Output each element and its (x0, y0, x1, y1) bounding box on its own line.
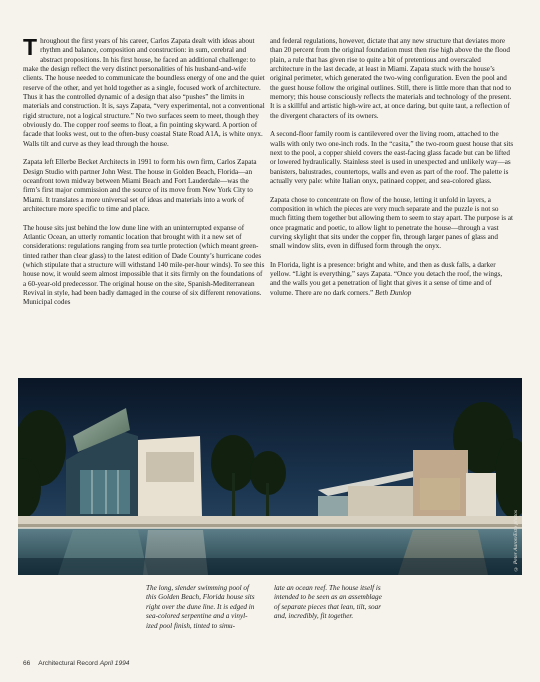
article-paragraph-final: In Florida, light is a presence: bright and white, and then as dusk falls, a darker yellow. “Light is everything,” says Zapata. “Once you detach the roof, the wings, and the walls you get a penetration of light that gives it a sense of time and of volume. There are no dark corners.” Beth Dunlop (270, 260, 503, 297)
article-paragraph: Zapata left Ellerbe Becket Architects in 1991 to form his own firm, Carlos Zapata Design Studio with partner John West. The house in Golden Beach, Florida—an oceanfront town midway between Miami Beach and Fort Lauderdale—was the firm’s first major commission and the source of its move from New York City to Miami. It translates a more universal set of ideas and materials into a work of architecture more specific to time and place. (23, 158, 257, 214)
publication-name: Architectural Record (38, 660, 98, 667)
page-footer (23, 660, 129, 667)
article-paragraph: The house sits just behind the low dune line with an uninterrupted expanse of Atlantic Ocean, an utterly romantic location that brought with it a new set of considerations: regulations ranging from sea turtle protection (which meant green-tinted rather than clear glass) to the latest edition of Dade County’s hurricane codes (which stipulate that a structure will withstand 140 mile-per-hour winds). To see this house now, it would seem almost impossible that it sits firmly on the foundations of a 60-year-old predecessor. The original house on the site, Spanish-Mediterranean Revival in style, had been badly damaged in the course of six different renovations. Municipal codes (23, 223, 265, 307)
article-paragraph: and federal regulations, however, dictate that any new structure that deviates more than 20 percent from the original foundation must then rise high above the the flood plain, a rule that has given rise to quite a bit of pretentious and overscaled architecture in the last decade, at least in Miami. Zapata stuck with the house’s original perimeter, which generated the two-wing configuration. Even the pool and the guest house follow the original outlines. Still, there is little more than that nod to memory; this house consciously reflects the materials and technology of the present. It is a skillful and artistic high-wire act, at once daring, but quite taut, a reflection of the divergent characters of its owners. (270, 37, 512, 120)
article-column-right (270, 37, 514, 307)
article-paragraph: Throughout the first years of his career, Carlos Zapata dealt with ideas about rhythm and balance, composition and construction: in sum, cerebral and abstract propositions. In his first house, he faced an additional challenge: to make the design reflect the very distinct personalities of his husband-and-wife clients. The house needed to communicate the boundless energy of one and the quiet reserve of the other, and yet hold together as a single, focused work of architecture. Thus it has the controlled dynamic of a design that also “pushes” the limits in materials and construction. It is, says Zapata, “very experimental, not a conventional rigid structure, not a logical structure.” No two surfaces seem to meet, though they obviously do. The copper roof seems to float, a fin pointing skyward. A portion of facade that looks west, out to the often-busy coastal State Road A1A, is white onyx. Walls tilt and curve as they lead through the house. (23, 34, 265, 148)
article-paragraph: Zapata chose to concentrate on flow of the house, letting it unfold in layers, a composition in which the pieces are very much separate and the puzzle is not so much fitting them together but allowing them to seem to stay apart. The purpose is at once pragmatic and poetic, to allow light to penetrate the house—through a vast curving skylight that sits under the copper fin, through larger panes of glass and small window slits, even in diffused form through the onyx. (270, 195, 513, 251)
drop-cap: T (23, 34, 38, 60)
house-photo-illustration (18, 378, 522, 575)
article-column-left (23, 34, 267, 317)
author-signature: Beth Dunlop (374, 288, 412, 297)
photo-credit: © Peter Aaron/Esto photos (513, 509, 519, 571)
photo-caption-part-1: The long, slender swimming pool of this Golden Beach, Florida house sits right over the dune line. It is edged in sea-colored serpentine and a vinyl-ized pool finish, tinted to simu- (146, 584, 255, 630)
photo-caption-part-2: late an ocean reef. The house itself is intended to be seen as an assemblage of separate pieces that lean, tilt, soar and, incredibly, fit together. (274, 584, 382, 621)
house-photo (18, 378, 522, 575)
article-paragraph: A second-floor family room is cantilevered over the living room, attached to the walls with only two one-inch rods. In the “casita,” the two-room guest house that sits next to the pool, a copper shield covers the east-facing glass facade but can be lifted or lowered hydraulically. Stainless steel is used in unexpected and unlikely way—as banisters, balustrades, countertops, walls and even as part of the roof. The palette is actually very pale: white Italian onyx, patinaed copper, and sea-colored glass. (270, 130, 514, 185)
issue-date: April 1994 (99, 660, 130, 667)
page-number: 66 (23, 660, 31, 667)
